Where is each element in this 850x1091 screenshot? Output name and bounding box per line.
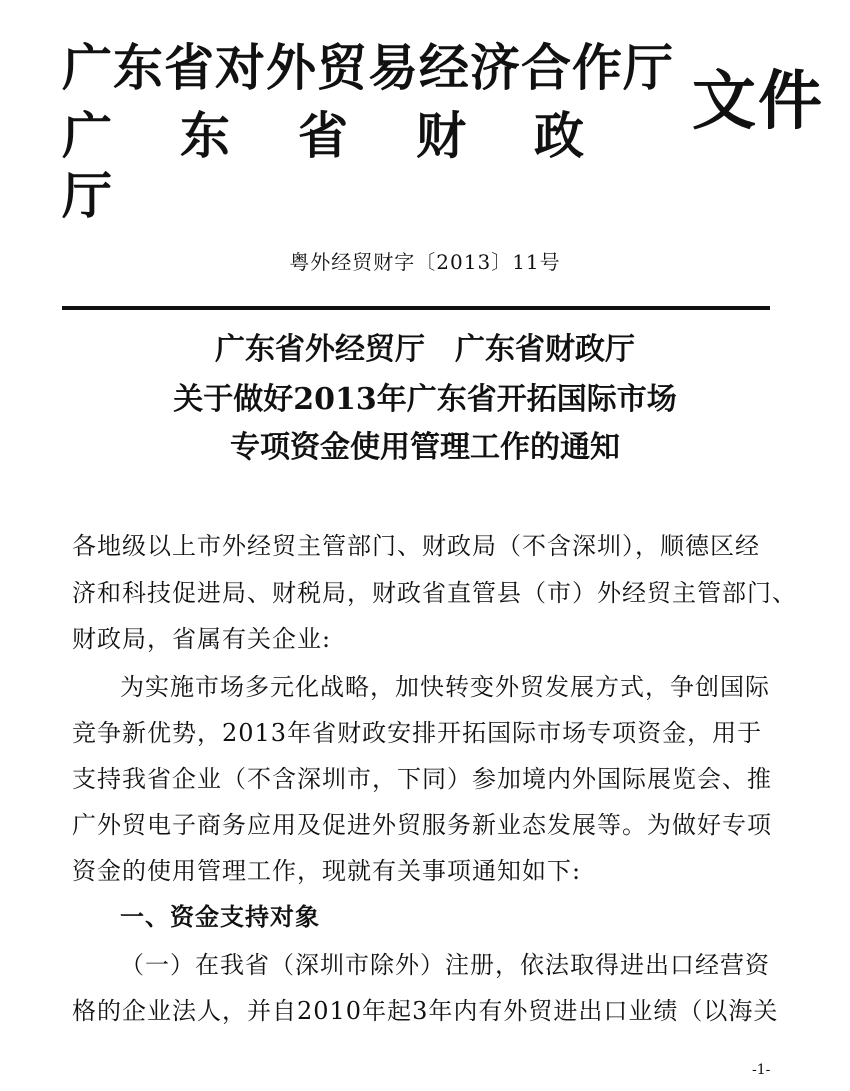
paragraph-line: 为实施市场多元化战略，加快转变外贸发展方式，争创国际 bbox=[120, 673, 770, 701]
issuer-char: 财 bbox=[416, 106, 466, 165]
issuer-char: 厅 bbox=[62, 166, 112, 225]
paragraph-line: 广外贸电子商务应用及促进外贸服务新业态发展等。为做好专项 bbox=[72, 811, 772, 839]
item-line: （一）在我省（深圳市除外）注册，依法取得进出口经营资 bbox=[120, 951, 770, 979]
salutation-line: 财政局，省属有关企业: bbox=[72, 625, 332, 653]
issuer-char: 广 bbox=[62, 106, 112, 165]
salutation-line: 各地级以上市外经贸主管部门、财政局（不含深圳），顺德区经 bbox=[72, 532, 760, 560]
document-type-label: 文件 bbox=[692, 64, 824, 139]
salutation-line: 济和科技促进局、财税局，财政省直管县（市）外经贸主管部门、 bbox=[72, 579, 797, 607]
paragraph-line: 资金的使用管理工作，现就有关事项通知如下: bbox=[72, 857, 582, 885]
paragraph-line: 竞争新优势，2013年省财政安排开拓国际市场专项资金，用于 bbox=[72, 719, 763, 747]
document-number: 粤外经贸财字〔2013〕11号 bbox=[289, 250, 561, 274]
paragraph-line: 支持我省企业（不含深圳市，下同）参加境内外国际展览会、推 bbox=[72, 765, 772, 793]
title-line-1: 广东省外经贸厅 广东省财政厅 bbox=[215, 332, 635, 367]
issuer-line-2 bbox=[62, 106, 652, 226]
section-heading: 一、资金支持对象 bbox=[120, 902, 320, 931]
issuer-line-1: 广东省对外贸易经济合作厅 bbox=[62, 38, 674, 97]
header-divider bbox=[62, 306, 770, 310]
item-line: 格的企业法人，并自2010年起3年内有外贸进出口业绩（以海关 bbox=[72, 997, 779, 1025]
page-number: -1- bbox=[752, 1062, 771, 1078]
issuer-char: 省 bbox=[298, 106, 348, 165]
issuer-char: 东 bbox=[180, 106, 230, 165]
title-line-2: 关于做好2013年广东省开拓国际市场 bbox=[173, 382, 677, 417]
title-line-3: 专项资金使用管理工作的通知 bbox=[230, 430, 620, 465]
issuer-char: 政 bbox=[534, 106, 584, 165]
